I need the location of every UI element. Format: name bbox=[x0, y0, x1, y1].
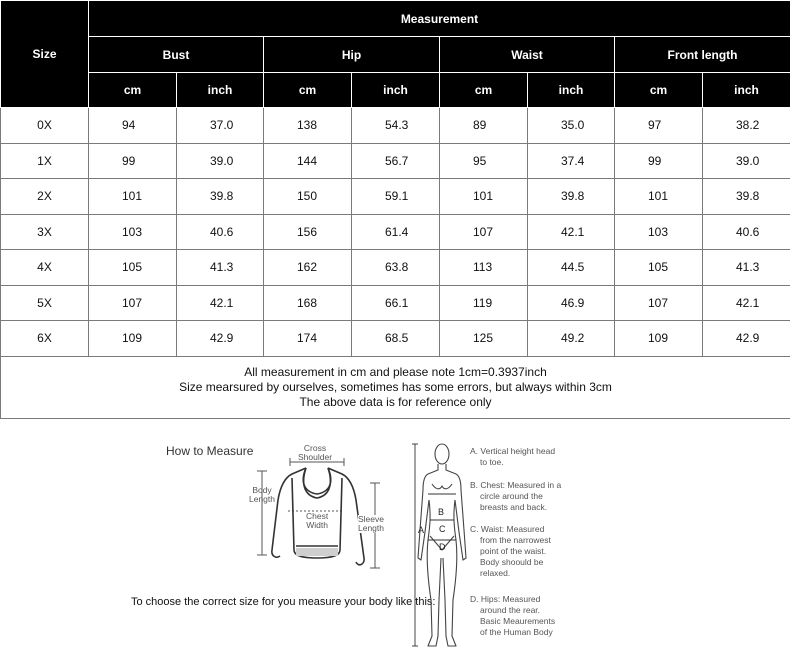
size-column-header: Size bbox=[1, 1, 89, 108]
legend-item bbox=[470, 480, 570, 513]
value-cell: 42.1 bbox=[703, 285, 790, 321]
value-cell: 109 bbox=[89, 321, 177, 357]
value-cell: 39.8 bbox=[528, 179, 615, 215]
unit-header: inch bbox=[703, 73, 790, 108]
value-cell: 41.3 bbox=[177, 250, 264, 286]
value-cell: 89 bbox=[440, 108, 528, 144]
legend-line: to toe. bbox=[480, 457, 504, 467]
table-notes bbox=[1, 356, 790, 418]
legend-line: breasts and back. bbox=[480, 502, 548, 512]
unit-header: cm bbox=[264, 73, 352, 108]
value-cell: 63.8 bbox=[352, 250, 440, 286]
value-cell: 39.0 bbox=[177, 143, 264, 179]
sleeve-length-label: Sleeve Length bbox=[358, 514, 384, 533]
value-cell: 105 bbox=[615, 250, 703, 286]
value-cell: 40.6 bbox=[703, 214, 790, 250]
value-cell: 138 bbox=[264, 108, 352, 144]
value-cell: 103 bbox=[89, 214, 177, 250]
value-cell: 113 bbox=[440, 250, 528, 286]
value-cell: 42.9 bbox=[703, 321, 790, 357]
value-cell: 37.0 bbox=[177, 108, 264, 144]
table-row bbox=[1, 321, 790, 357]
value-cell: 38.2 bbox=[703, 108, 790, 144]
legend-line: point of the waist. bbox=[480, 546, 547, 556]
size-cell: 5X bbox=[1, 285, 89, 321]
legend-line: D. Hips: Measured bbox=[470, 594, 541, 604]
value-cell: 59.1 bbox=[352, 179, 440, 215]
size-cell: 3X bbox=[1, 214, 89, 250]
size-cell: 6X bbox=[1, 321, 89, 357]
value-cell: 44.5 bbox=[528, 250, 615, 286]
value-cell: 150 bbox=[264, 179, 352, 215]
value-cell: 46.9 bbox=[528, 285, 615, 321]
group-header-waist: Waist bbox=[440, 37, 615, 73]
legend-line: of the Human Body bbox=[480, 627, 553, 637]
legend-line: from the narrowest bbox=[480, 535, 551, 545]
value-cell: 107 bbox=[440, 214, 528, 250]
group-header-bust: Bust bbox=[89, 37, 264, 73]
value-cell: 103 bbox=[615, 214, 703, 250]
figure-letter-c: C bbox=[439, 524, 446, 534]
legend-line: relaxed. bbox=[480, 568, 511, 578]
value-cell: 99 bbox=[615, 143, 703, 179]
figure-letter-d: D bbox=[439, 542, 446, 552]
legend-line: Basic Meaurements bbox=[480, 616, 556, 626]
unit-header: inch bbox=[352, 73, 440, 108]
size-cell: 4X bbox=[1, 250, 89, 286]
note-line: All measurement in cm and please note 1cm=0.3937inch bbox=[244, 364, 547, 379]
value-cell: 99 bbox=[89, 143, 177, 179]
value-cell: 41.3 bbox=[703, 250, 790, 286]
value-cell: 49.2 bbox=[528, 321, 615, 357]
legend-line: B. Chest: Measured in a bbox=[470, 480, 562, 490]
group-header-front-length: Front length bbox=[615, 37, 790, 73]
note-line: The above data is for reference only bbox=[299, 394, 492, 409]
value-cell: 39.0 bbox=[703, 143, 790, 179]
value-cell: 54.3 bbox=[352, 108, 440, 144]
size-cell: 0X bbox=[1, 108, 89, 144]
value-cell: 101 bbox=[440, 179, 528, 215]
value-cell: 168 bbox=[264, 285, 352, 321]
unit-header: cm bbox=[615, 73, 703, 108]
value-cell: 107 bbox=[89, 285, 177, 321]
value-cell: 42.9 bbox=[177, 321, 264, 357]
value-cell: 66.1 bbox=[352, 285, 440, 321]
cross-shoulder-label: Cross Shoulder bbox=[298, 443, 333, 462]
value-cell: 105 bbox=[89, 250, 177, 286]
value-cell: 109 bbox=[615, 321, 703, 357]
legend-item bbox=[470, 594, 570, 638]
value-cell: 42.1 bbox=[177, 285, 264, 321]
legend-item bbox=[470, 446, 570, 468]
table-row bbox=[1, 250, 790, 286]
value-cell: 61.4 bbox=[352, 214, 440, 250]
figure-letter-a: A bbox=[418, 525, 425, 535]
value-cell: 162 bbox=[264, 250, 352, 286]
legend-line: around the rear. bbox=[480, 605, 541, 615]
value-cell: 107 bbox=[615, 285, 703, 321]
value-cell: 156 bbox=[264, 214, 352, 250]
size-cell: 2X bbox=[1, 179, 89, 215]
size-cell: 1X bbox=[1, 143, 89, 179]
value-cell: 95 bbox=[440, 143, 528, 179]
value-cell: 56.7 bbox=[352, 143, 440, 179]
value-cell: 40.6 bbox=[177, 214, 264, 250]
table-row bbox=[1, 143, 790, 179]
figure-letter-b: B bbox=[438, 507, 445, 517]
group-header-hip: Hip bbox=[264, 37, 440, 73]
value-cell: 144 bbox=[264, 143, 352, 179]
value-cell: 39.8 bbox=[177, 179, 264, 215]
value-cell: 101 bbox=[89, 179, 177, 215]
unit-header: inch bbox=[528, 73, 615, 108]
value-cell: 68.5 bbox=[352, 321, 440, 357]
value-cell: 39.8 bbox=[703, 179, 790, 215]
measure-tip-text: To choose the correct size for you measure your body like this: bbox=[131, 596, 436, 608]
value-cell: 37.4 bbox=[528, 143, 615, 179]
note-line: Size mearsured by ourselves, sometimes has some errors, but always within 3cm bbox=[179, 379, 612, 394]
legend-line: A. Vertical height head bbox=[470, 446, 556, 456]
table-row bbox=[1, 285, 790, 321]
measurement-header: Measurement bbox=[89, 1, 790, 37]
body-figure-illustration bbox=[412, 440, 472, 662]
value-cell: 42.1 bbox=[528, 214, 615, 250]
value-cell: 35.0 bbox=[528, 108, 615, 144]
legend-line: circle around the bbox=[480, 491, 543, 501]
unit-header: inch bbox=[177, 73, 264, 108]
legend-item bbox=[470, 524, 570, 579]
value-cell: 101 bbox=[615, 179, 703, 215]
value-cell: 119 bbox=[440, 285, 528, 321]
body-length-label: Body Length bbox=[249, 485, 275, 504]
value-cell: 174 bbox=[264, 321, 352, 357]
table-row bbox=[1, 179, 790, 215]
how-to-measure-section bbox=[0, 420, 790, 662]
unit-header: cm bbox=[89, 73, 177, 108]
table-row bbox=[1, 108, 790, 144]
how-to-measure-title: How to Measure bbox=[166, 444, 254, 458]
value-cell: 97 bbox=[615, 108, 703, 144]
value-cell: 94 bbox=[89, 108, 177, 144]
value-cell: 125 bbox=[440, 321, 528, 357]
legend-line: Body shoould be bbox=[480, 557, 544, 567]
table-row bbox=[1, 214, 790, 250]
chest-width-label: Chest Width bbox=[306, 511, 329, 530]
unit-header: cm bbox=[440, 73, 528, 108]
legend-line: C. Waist: Measured bbox=[470, 524, 545, 534]
